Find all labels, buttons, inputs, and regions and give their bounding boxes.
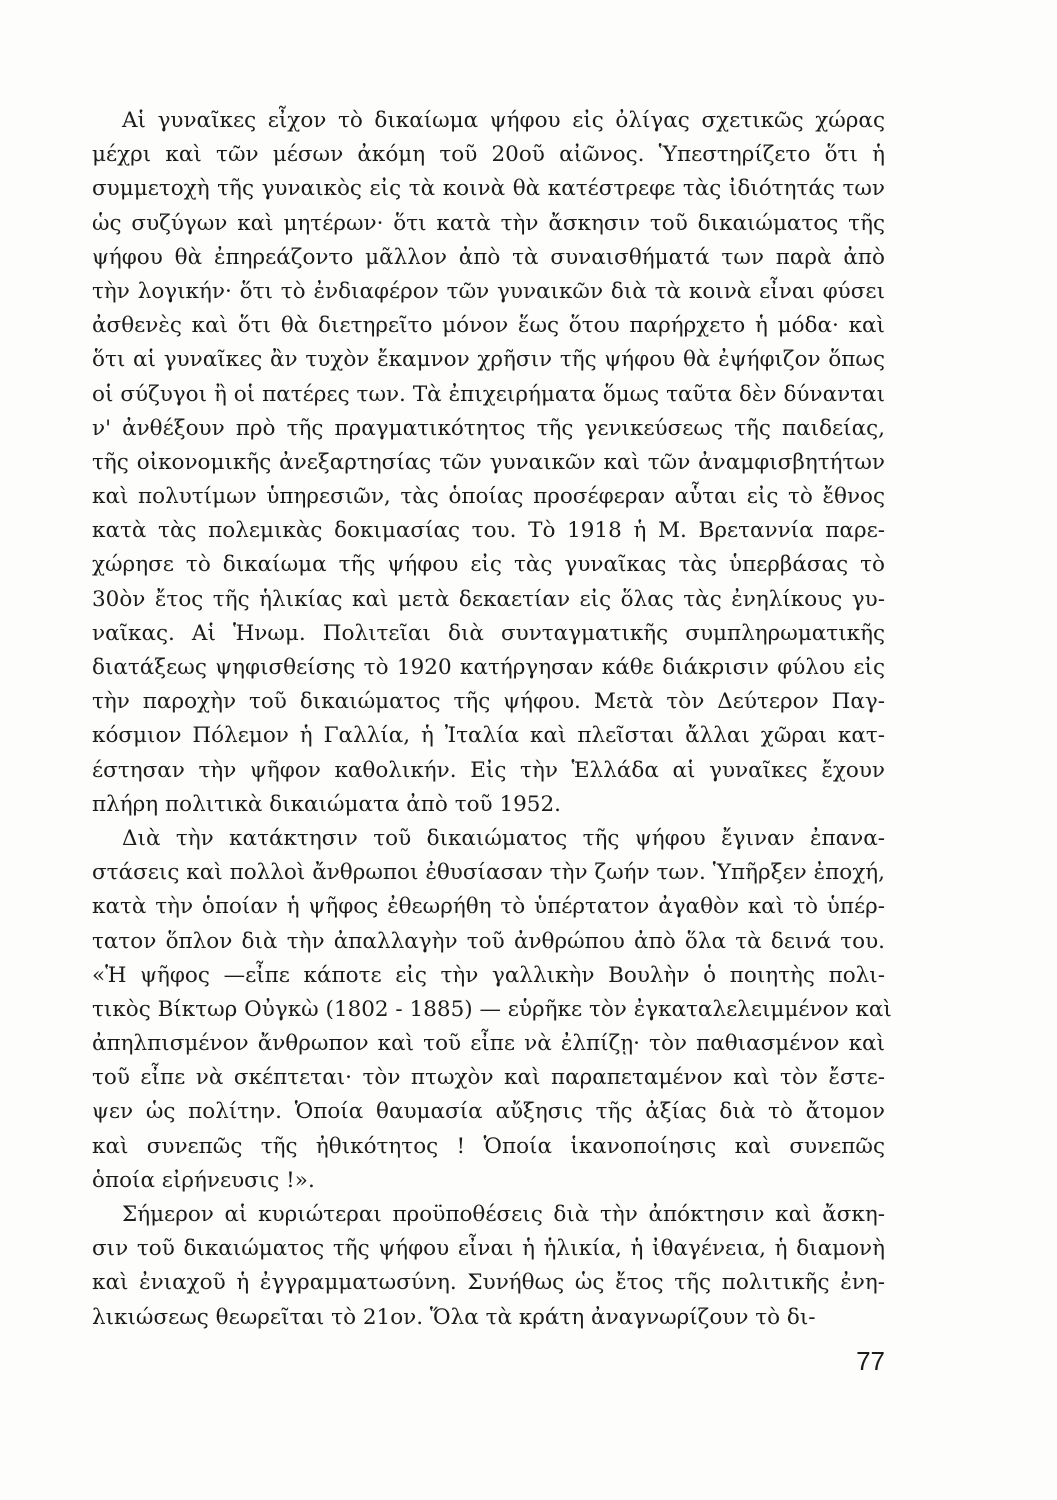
text-line: λικιώσεως θεωρεῖται τὸ 21ον. Ὅλα τὰ κράτη ἀναγνωρίζουν τὸ δι- <box>92 1304 816 1330</box>
text-line: έστησαν τὴν ψῆφον καθολικήν. Εἰς τὴν Ἑλλάδα αἱ γυναῖκες ἔχουν <box>92 757 885 783</box>
text-line: κόσμιον Πόλεμον ἡ Γαλλία, ἡ Ἰταλία καὶ πλεῖσται ἄλλαι χῶραι κατ- <box>92 723 885 749</box>
text-line: τὴν λογικήν· ὅτι τὸ ἐνδιαφέρον τῶν γυναικῶν διὰ τὰ κοινὰ εἶναι φύσει <box>92 278 885 304</box>
text-line: χώρησε τὸ δικαίωμα τῆς ψήφου εἰς τὰς γυναῖκας τὰς ὑπερβάσας τὸ <box>92 552 885 578</box>
text-line: τὴν παροχὴν τοῦ δικαιώματος τῆς ψήφου. Μετὰ τὸν Δεύτερον Παγ- <box>92 689 885 715</box>
text-line: «Ἡ ψῆφος —εἶπε κάποτε εἰς τὴν γαλλικὴν Βουλὴν ὁ ποιητὴς πολι- <box>92 962 885 988</box>
text-line: πλήρη πολιτικὰ δικαιώματα ἀπὸ τοῦ 1952. <box>92 791 561 817</box>
text-line: ὁποία εἰρήνευσις !». <box>92 1167 315 1193</box>
paragraph <box>92 822 892 1198</box>
text-line: ἀσθενὲς καὶ ὅτι θὰ διετηρεῖτο μόνον ἕως ὅτου παρήρχετο ἡ μόδα· καὶ <box>92 313 885 339</box>
text-line: Αἱ γυναῖκες εἶχον τὸ δικαίωμα ψήφου εἰς ὀλίγας σχετικῶς χώρας <box>122 108 885 133</box>
text-line: ναῖκας. Αἱ Ἡνωμ. Πολιτεῖαι διὰ συνταγματικῆς συμπληρωματικῆς <box>92 620 885 646</box>
text-line: ψεν ὡς πολίτην. Ὁποία θαυμασία αὔξησις τῆς ἀξίας διὰ τὸ ἄτομον <box>92 1099 885 1125</box>
body-text <box>92 104 892 1335</box>
text-line: κατὰ τὰς πολεμικὰς δοκιμασίας του. Τὸ 1918 ἡ Μ. Βρεταννία παρε- <box>92 518 885 544</box>
text-line: στάσεις καὶ πολλοὶ ἄνθρωποι ἐθυσίασαν τὴν ζωήν των. Ὑπῆρξεν ἐποχή, <box>92 860 885 886</box>
text-line: ὅτι αἱ γυναῖκες ἂν τυχὸν ἔκαμνον χρῆσιν τῆς ψήφου θὰ ἐψήφιζον ὅπως <box>92 347 885 373</box>
text-line: Διὰ τὴν κατάκτησιν τοῦ δικαιώματος τῆς ψήφου ἔγιναν ἐπανα- <box>122 825 885 851</box>
paragraph <box>92 1198 885 1335</box>
text-line: καὶ ἐνιαχοῦ ἡ ἐγγραμματωσύνη. Συνήθως ὡς ἔτος τῆς πολιτικῆς ἐνη- <box>92 1270 885 1296</box>
paragraph <box>92 104 885 822</box>
text-line: σιν τοῦ δικαιώματος τῆς ψήφου εἶναι ἡ ἡλικία, ἡ ἰθαγένεια, ἡ διαμονὴ <box>92 1236 885 1262</box>
text-line: ν' ἀνθέξουν πρὸ τῆς πραγματικότητος τῆς γενικεύσεως τῆς παιδείας, <box>92 415 885 441</box>
text-line: συμμετοχὴ τῆς γυναικὸς εἰς τὰ κοινὰ θὰ κατέστρεφε τὰς ἰδιότητάς των <box>92 176 885 202</box>
text-line: ψήφου θὰ ἐπηρεάζοντο μᾶλλον ἀπὸ τὰ συναισθήματά των παρὰ ἀπὸ <box>92 244 885 270</box>
text-line: μέχρι καὶ τῶν μέσων ἀκόμη τοῦ 20οῦ αἰῶνος. Ὑπεστηρίζετο ὅτι ἡ <box>92 142 885 168</box>
text-line: τικὸς Βίκτωρ Οὐγκὼ (1802 - 1885) — εὑρῆκε τὸν ἐγκαταλελειμμένον καὶ <box>92 996 892 1022</box>
text-line: τατον ὅπλον διὰ τὴν ἀπαλλαγὴν τοῦ ἀνθρώπου ἀπὸ ὅλα τὰ δεινά του. <box>92 928 885 954</box>
text-line: καὶ συνεπῶς τῆς ἠθικότητος ! Ὁποία ἱκανοποίησις καὶ συνεπῶς <box>92 1133 885 1159</box>
text-line: ὡς συζύγων καὶ μητέρων· ὅτι κατὰ τὴν ἄσκησιν τοῦ δικαιώματος τῆς <box>92 210 885 236</box>
text-line: 30ὸν ἔτος τῆς ἡλικίας καὶ μετὰ δεκαετίαν εἰς ὅλας τὰς ἐνηλίκους γυ- <box>92 586 885 612</box>
text-line: ἀπηλπισμένον ἄνθρωπον καὶ τοῦ εἶπε νὰ ἐλπίζῃ· τὸν παθιασμένον καὶ <box>92 1031 885 1057</box>
text-line: Σήμερον αἱ κυριώτεραι προϋποθέσεις διὰ τὴν ἀπόκτησιν καὶ ἄσκη- <box>122 1202 885 1227</box>
text-line: τοῦ εἶπε νὰ σκέπτεται· τὸν πτωχὸν καὶ παραπεταμένον καὶ τὸν ἔστε- <box>92 1065 885 1091</box>
text-line: τῆς οἰκονομικῆς ἀνεξαρτησίας τῶν γυναικῶν καὶ τῶν ἀναμφισβητήτων <box>92 449 885 475</box>
text-line: κατὰ τὴν ὁποίαν ἡ ψῆφος ἐθεωρήθη τὸ ὑπέρτατον ἀγαθὸν καὶ τὸ ὑπέρ- <box>92 894 885 920</box>
text-line: διατάξεως ψηφισθείσης τὸ 1920 κατήργησαν κάθε διάκρισιν φύλου εἰς <box>92 655 885 680</box>
text-line: καὶ πολυτίμων ὑπηρεσιῶν, τὰς ὁποίας προσέφεραν αὗται εἰς τὸ ἔθνος <box>92 484 885 510</box>
text-line: οἱ σύζυγοι ἢ οἱ πατέρες των. Τὰ ἐπιχειρήματα ὅμως ταῦτα δὲν δύνανται <box>92 381 885 407</box>
page-number: 77 <box>856 1346 885 1376</box>
